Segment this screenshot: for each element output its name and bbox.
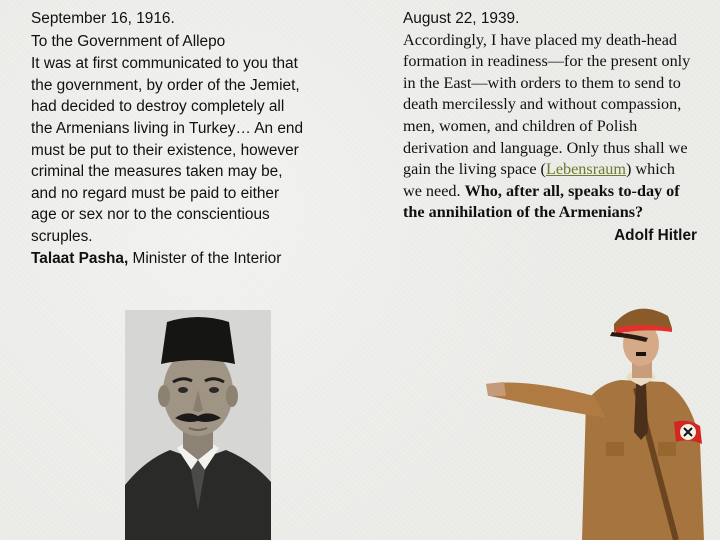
left-body [31, 53, 371, 247]
left-body-line: had decided to destroy completely all [31, 98, 285, 116]
quote-bold-question: Who, after all, speaks to-day of the annihilation of the Armenians? [403, 181, 680, 222]
left-signature [31, 248, 371, 270]
right-quote [403, 30, 697, 224]
lebensraum-link[interactable]: Lebensraum [545, 160, 626, 179]
quote-text-start: Accordingly, I have placed my death-head formation in readiness—for the present only in the East—with orders to them to send to death mercilessly and without compassion, men, women, and children of Polish derivation and language. Only thus shall we gain the living space ( [403, 30, 691, 179]
left-body-line: must be put to their existence, however [31, 141, 299, 159]
left-body-line: the Armenians living in Turkey… An end [31, 119, 304, 137]
left-body-line: and no regard must be paid to either [31, 184, 280, 202]
left-body-line: It was at first communicated to you that [31, 55, 298, 73]
left-body-line: age or sex nor to the conscientious [31, 206, 270, 224]
signature-name: Talaat Pasha, [31, 249, 129, 267]
left-date: September 16, 1916. [31, 10, 175, 27]
left-body-line: criminal the measures taken may be, [31, 163, 283, 181]
left-body-line: the government, by order of the Jemiet, [31, 76, 300, 94]
left-quote-column [31, 8, 371, 269]
adolf-hitler-photo [486, 292, 706, 540]
left-body-line: scruples. [31, 227, 93, 245]
right-date: August 22, 1939. [403, 10, 520, 27]
quote-text-middle: ) which we need. [403, 160, 675, 200]
quote-author: Adolf Hitler [614, 226, 697, 244]
left-salutation: To the Government of Allepo [31, 32, 226, 50]
talaat-pasha-photo [125, 310, 271, 540]
signature-title: Minister of the Interior [128, 249, 282, 267]
right-quote-column [403, 8, 697, 247]
